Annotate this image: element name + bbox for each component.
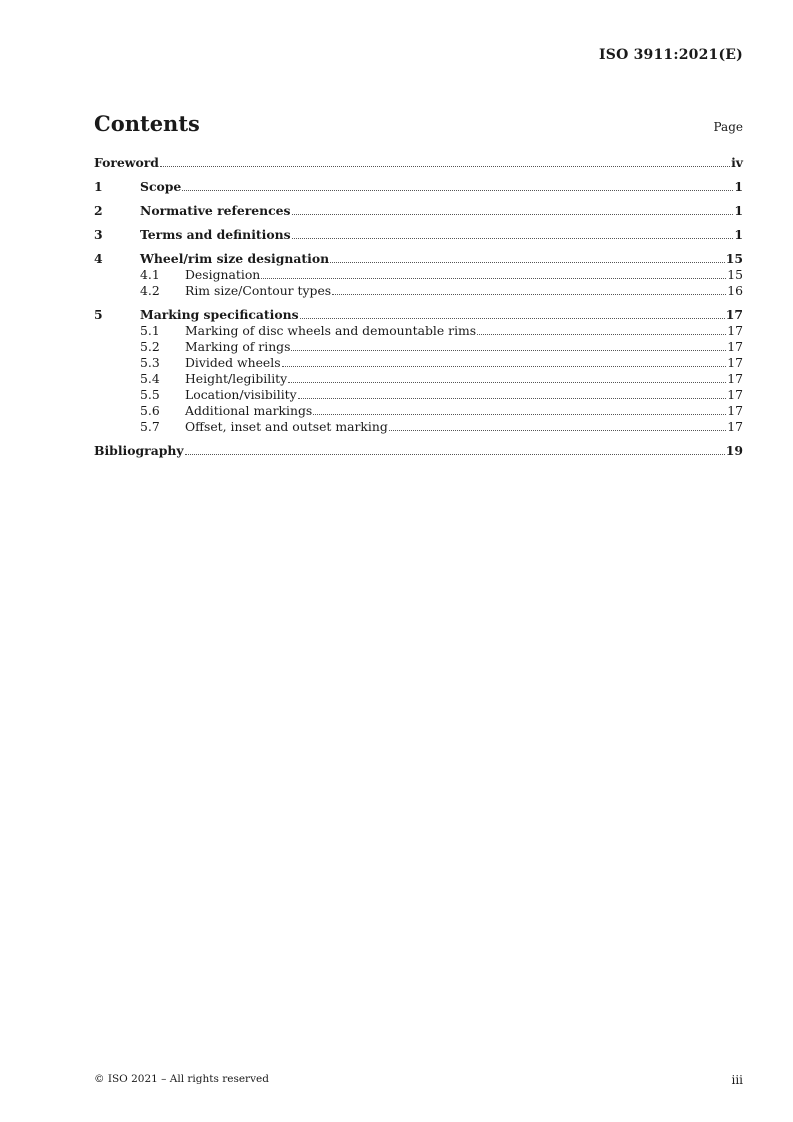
toc-dot-leader (292, 237, 734, 239)
toc-entry-number: 3 (94, 227, 103, 242)
contents-title: Contents (94, 111, 200, 136)
toc-dot-leader (160, 165, 730, 167)
toc-dot-leader (282, 365, 727, 367)
toc-entry-number: 5.3 (140, 355, 160, 370)
copyright-notice: © ISO 2021 – All rights reserved (94, 1073, 269, 1085)
toc-entry-number: 2 (94, 203, 103, 218)
toc-dot-leader (330, 261, 725, 263)
toc-entry-page: 17 (727, 371, 743, 386)
toc-entry-page: 17 (725, 307, 743, 322)
toc-entry-title: Location/visibility (185, 387, 297, 402)
toc-entry-title: Height/legibility (185, 371, 288, 386)
toc-entry[interactable] (94, 443, 743, 459)
toc-entry-number: 5 (94, 307, 103, 322)
toc-entry[interactable] (94, 419, 743, 435)
toc-entry-page: 17 (727, 419, 743, 434)
toc-dot-leader (332, 293, 726, 295)
toc-entry-title: Wheel/rim size designation (140, 251, 330, 266)
toc-entry-title: Normative references (140, 203, 291, 218)
page-number: iii (731, 1073, 743, 1087)
toc-entry-page: 1 (734, 227, 743, 242)
toc-entry-title: Marking specifications (140, 307, 299, 322)
toc-entry-number: 4 (94, 251, 103, 266)
toc-entry[interactable] (94, 307, 743, 323)
toc-entry-title: Marking of disc wheels and demountable rims (185, 323, 477, 338)
toc-entry-page: 15 (725, 251, 743, 266)
toc-entry[interactable] (94, 371, 743, 387)
toc-entry-number: 5.5 (140, 387, 160, 402)
toc-entry-page: 16 (727, 283, 743, 298)
toc-entry-title: Bibliography (94, 443, 184, 458)
toc-dot-leader (298, 397, 727, 399)
page-column-label: Page (713, 120, 743, 134)
toc-dot-leader (292, 213, 734, 215)
toc-entry-page: 17 (727, 355, 743, 370)
toc-entry[interactable] (94, 267, 743, 283)
toc-entry-number: 1 (94, 179, 103, 194)
toc-entry[interactable] (94, 403, 743, 419)
toc-entry-number: 5.6 (140, 403, 160, 418)
toc-entry-title: Offset, inset and outset marking (185, 419, 388, 434)
toc-entry[interactable] (94, 387, 743, 403)
toc-dot-leader (261, 277, 726, 279)
toc-entry-page: 17 (727, 323, 743, 338)
toc-entry-page: 19 (725, 443, 743, 458)
page-footer (94, 1073, 743, 1089)
toc-entry-page: 17 (727, 403, 743, 418)
toc-dot-leader (477, 333, 726, 335)
toc-entry-number: 5.4 (140, 371, 160, 386)
toc-entry[interactable] (94, 179, 743, 195)
toc-entry-page: 17 (727, 339, 743, 354)
toc-entry-number: 5.7 (140, 419, 160, 434)
toc-entry[interactable] (94, 355, 743, 371)
toc-entry-number: 5.1 (140, 323, 160, 338)
toc-entry-page: 15 (727, 267, 743, 282)
toc-entry-title: Marking of rings (185, 339, 291, 354)
toc-entry-title: Designation (185, 267, 261, 282)
toc-entry-title: Terms and definitions (140, 227, 291, 242)
toc-entry-number: 5.2 (140, 339, 160, 354)
toc-entry[interactable] (94, 283, 743, 299)
toc-entry-page: 17 (727, 387, 743, 402)
toc-entry-title: Additional markings (185, 403, 313, 418)
toc-entry-page: 1 (734, 179, 743, 194)
toc-dot-leader (389, 429, 726, 431)
document-id: ISO 3911:2021(E) (599, 47, 743, 63)
toc-dot-leader (300, 317, 725, 319)
toc-entry[interactable] (94, 251, 743, 267)
toc-entry[interactable] (94, 203, 743, 219)
toc-entry-title: Divided wheels (185, 355, 281, 370)
toc-entry-title: Foreword (94, 155, 159, 170)
toc-entry[interactable] (94, 339, 743, 355)
toc-dot-leader (185, 453, 725, 455)
toc-dot-leader (182, 189, 733, 191)
toc-entry-title: Scope (140, 179, 182, 194)
toc-entry-number: 4.1 (140, 267, 160, 282)
toc-dot-leader (313, 413, 726, 415)
toc-dot-leader (291, 349, 726, 351)
toc-entry-title: Rim size/Contour types (185, 283, 332, 298)
toc-entry[interactable] (94, 227, 743, 243)
toc-entry[interactable] (94, 323, 743, 339)
toc-entry[interactable] (94, 155, 743, 171)
contents-header (94, 110, 743, 140)
toc-dot-leader (288, 381, 726, 383)
toc-entry-page: iv (731, 155, 743, 170)
toc-entry-number: 4.2 (140, 283, 160, 298)
toc-entry-page: 1 (734, 203, 743, 218)
